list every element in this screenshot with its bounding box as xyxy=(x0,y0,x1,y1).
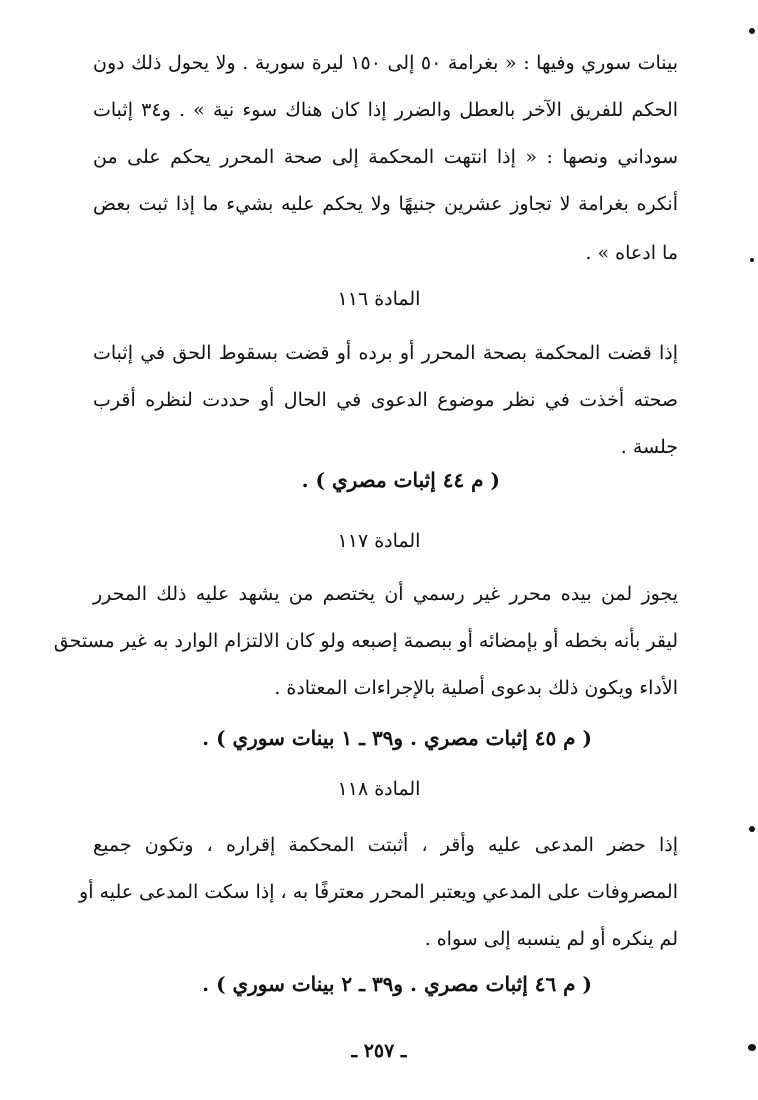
paragraph-line: سوداني ونصها : « إذا انتهت المحكمة إلى صحة المحرر يحكم على من xyxy=(93,146,678,168)
article-heading: المادة ١١٨ xyxy=(337,778,421,800)
article-citation: ( م ٤٥ إثبات مصري . و٣٩ ـ ١ بينات سوري ) . xyxy=(202,726,592,750)
article-heading: المادة ١١٦ xyxy=(337,288,421,310)
paragraph-line: الأداء ويكون ذلك بدعوى أصلية بالإجراءات المعتادة . xyxy=(274,677,678,699)
paragraph-line: جلسة . xyxy=(620,436,678,458)
paragraph-line: لم ينكره أو لم ينسبه إلى سواه . xyxy=(424,928,678,950)
scan-speck xyxy=(749,826,755,832)
paragraph-line: إذا قضت المحكمة بصحة المحرر أو برده أو قضت بسقوط الحق في إثبات xyxy=(93,342,678,364)
paragraph-line: صحته أخذت في نظر موضوع الدعوى في الحال أو حددت لنظره أقرب xyxy=(93,389,678,411)
paragraph-line: المصروفات على المدعي ويعتبر المحرر معترفًا به ، إذا سكت المدعى عليه أو xyxy=(79,881,678,903)
paragraph-line: الحكم للفريق الآخر بالعطل والضرر إذا كان هناك سوء نية » . و٣٤ إثبات xyxy=(93,99,679,121)
scan-speck xyxy=(749,28,755,34)
paragraph-line: يجوز لمن بيده محرر غير رسمي أن يختصم من يشهد عليه ذلك المحرر xyxy=(93,583,678,605)
paragraph-line: إذا حضر المدعى عليه وأقر ، أثبتت المحكمة إقراره ، وتكون جميع xyxy=(93,834,678,856)
article-heading: المادة ١١٧ xyxy=(337,530,421,552)
paragraph-line: أنكره بغرامة لا تجاوز عشرين جنيهًا ولا يحكم عليه بشيء ما إذا ثبت بعض xyxy=(93,193,678,215)
scan-speck xyxy=(750,258,754,262)
paragraph-line: ما ادعاه » . xyxy=(585,242,678,264)
page-number: ـ ٢٥٧ ـ xyxy=(351,1040,407,1062)
article-citation: ( م ٤٤ إثبات مصري ) . xyxy=(301,468,500,492)
paragraph-line: بينات سوري وفيها : « بغرامة ٥٠ إلى ١٥٠ ليرة سورية . ولا يحول ذلك دون xyxy=(93,52,679,74)
scan-speck xyxy=(748,1044,756,1051)
article-citation: ( م ٤٦ إثبات مصري . و٣٩ ـ ٢ بينات سوري ) . xyxy=(202,972,592,996)
paragraph-line: ليقر بأنه بخطه أو بإمضائه أو ببصمة إصبعه ولو كان الالتزام الوارد به غير مستحق xyxy=(53,630,678,652)
